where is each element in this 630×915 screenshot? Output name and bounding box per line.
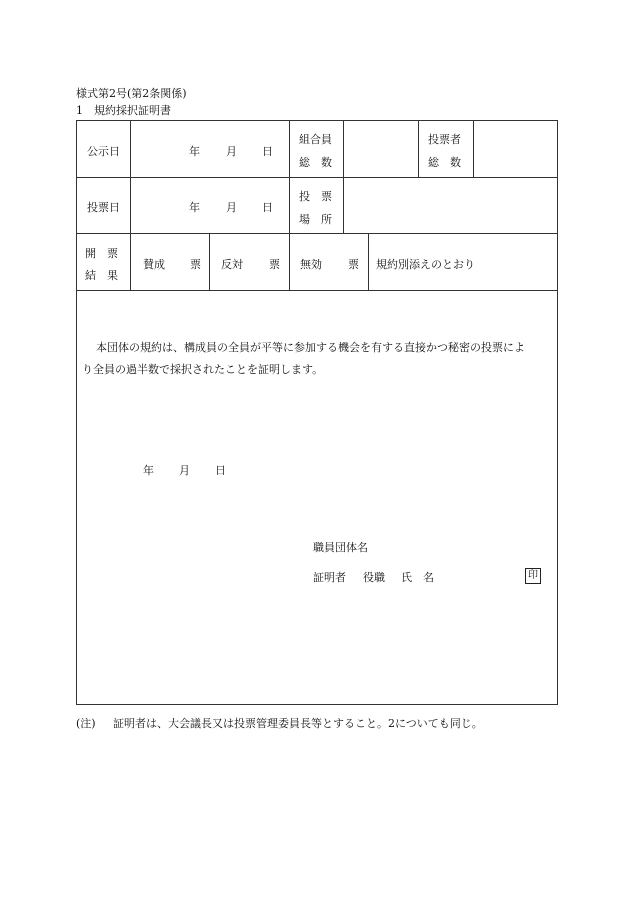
vote-date-label: 投票日 xyxy=(87,201,120,214)
seal-mark: 印 xyxy=(525,568,541,584)
name-label: 氏 名 xyxy=(401,571,434,584)
position-label: 役職 xyxy=(363,571,385,584)
vote-place-label-2: 場 所 xyxy=(299,213,332,226)
org-name-label: 職員団体名 xyxy=(313,541,368,554)
certificate-text-line2: り全員の過半数で採択されたことを証明します。 xyxy=(82,363,324,376)
votes-invalid-label: 無効 xyxy=(300,258,322,271)
attachment-note: 規約別添えのとおり xyxy=(376,258,475,271)
vote-place-label-1: 投 票 xyxy=(299,190,332,203)
cert-year: 年 xyxy=(143,464,154,477)
count-result-label-2: 結 果 xyxy=(85,269,118,282)
voters-total-label-1: 投票者 xyxy=(428,133,461,146)
announce-day: 日 xyxy=(262,145,273,158)
voters-total-label-2: 総 数 xyxy=(428,156,461,169)
announce-year: 年 xyxy=(189,145,200,158)
votes-for-label: 賛成 xyxy=(143,258,165,271)
vote-day: 日 xyxy=(262,201,273,214)
form-number: 様式第2号(第2条関係) xyxy=(76,87,187,100)
votes-against-label: 反対 xyxy=(221,258,243,271)
note-label: (注) xyxy=(76,717,96,730)
cert-day: 日 xyxy=(215,464,226,477)
note-text: 証明者は、大会議長又は投票管理委員長等とすること。2についても同じ。 xyxy=(113,717,483,730)
announce-date-label: 公示日 xyxy=(87,145,120,158)
members-total-label-1: 組合員 xyxy=(299,133,332,146)
vote-year: 年 xyxy=(189,201,200,214)
votes-against-unit: 票 xyxy=(269,258,280,271)
votes-invalid-unit: 票 xyxy=(348,258,359,271)
members-total-label-2: 総 数 xyxy=(299,156,332,169)
cert-month: 月 xyxy=(179,464,190,477)
vote-month: 月 xyxy=(226,201,237,214)
certificate-text-line1: 本団体の規約は、構成員の全員が平等に参加する機会を有する直接かつ秘密の投票によ xyxy=(96,341,525,354)
count-result-label-1: 開 票 xyxy=(85,247,118,260)
document-title: 1 規約採択証明書 xyxy=(76,104,171,117)
votes-for-unit: 票 xyxy=(190,258,201,271)
announce-month: 月 xyxy=(226,145,237,158)
certifier-label: 証明者 xyxy=(313,571,346,584)
